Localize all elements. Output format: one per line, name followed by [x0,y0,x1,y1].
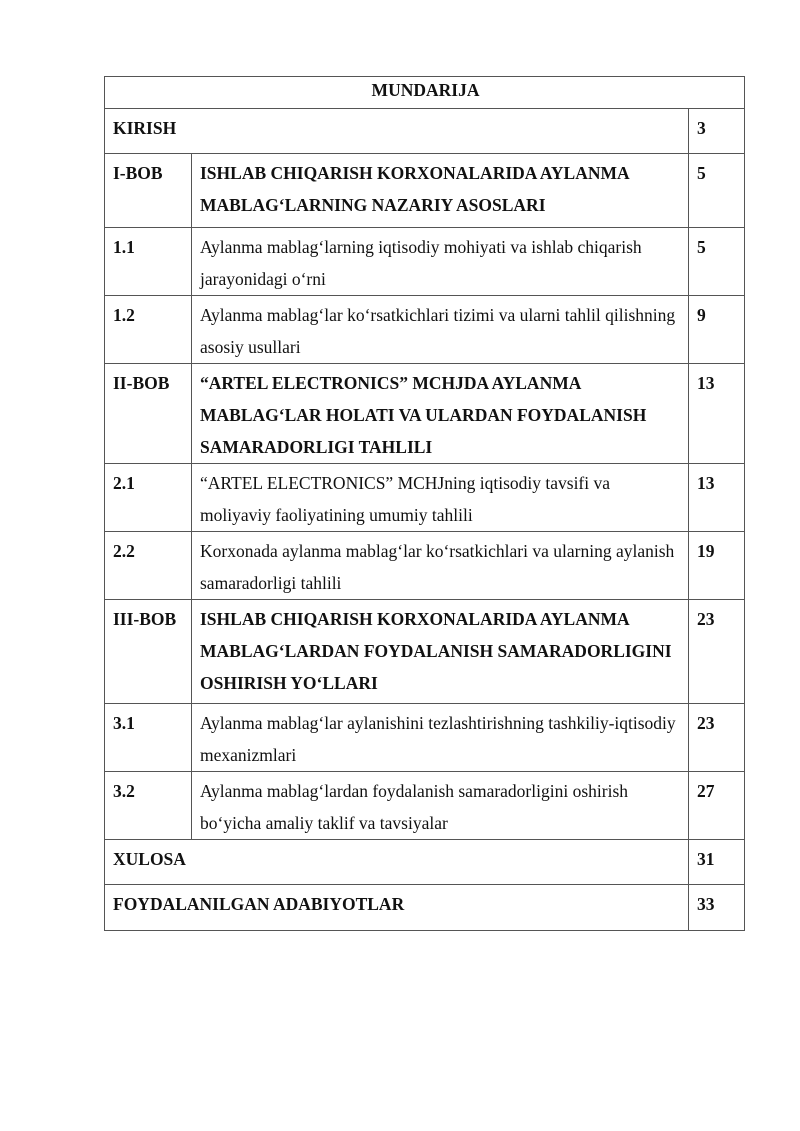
toc-row-chapter-1 [105,154,745,228]
toc-references-page: 33 [689,885,745,931]
toc-row-references [105,885,745,931]
toc-row-section-2-1 [105,464,745,532]
toc-section-title: Korxonada aylanma mablag‘lar ko‘rsatkichlari va ularning aylanish samaradorligi tahlili [192,532,689,600]
toc-section-title: Aylanma mablag‘lar ko‘rsatkichlari tizimi va ularni tahlil qilishning asosiy usullari [192,296,689,364]
toc-row-section-3-2 [105,772,745,840]
toc-conclusion-label: XULOSA [105,840,689,885]
toc-row-conclusion [105,840,745,885]
toc-section-page: 9 [689,296,745,364]
toc-section-page: 27 [689,772,745,840]
toc-row-chapter-3 [105,600,745,704]
toc-section-page: 5 [689,228,745,296]
toc-references-label: FOYDALANILGAN ADABIYOTLAR [105,885,689,931]
toc-section-title: Aylanma mablag‘lar aylanishini tezlashtirishning tashkiliy-iqtisodiy mexanizmlari [192,704,689,772]
toc-row-section-3-1 [105,704,745,772]
toc-row-section-2-2 [105,532,745,600]
toc-chapter-1-num: I-BOB [105,154,192,228]
toc-section-num: 2.2 [105,532,192,600]
toc-row-intro [105,109,745,154]
toc-row-chapter-2 [105,364,745,464]
toc-section-page: 19 [689,532,745,600]
toc-section-page: 23 [689,704,745,772]
toc-chapter-3-num: III-BOB [105,600,192,704]
toc-chapter-2-title: “ARTEL ELECTRONICS” MCHJDA AYLANMA MABLAG‘LAR HOLATI VA ULARDAN FOYDALANISH SAMARADORLIGI TAHLILI [192,364,689,464]
toc-section-num: 3.2 [105,772,192,840]
toc-title: MUNDARIJA [105,77,745,109]
toc-section-title: Aylanma mablag‘larning iqtisodiy mohiyati va ishlab chiqarish jarayonidagi o‘rni [192,228,689,296]
toc-chapter-2-num: II-BOB [105,364,192,464]
toc-section-num: 1.2 [105,296,192,364]
toc-title-row [105,77,745,109]
toc-section-page: 13 [689,464,745,532]
toc-conclusion-page: 31 [689,840,745,885]
toc-section-title: Aylanma mablag‘lardan foydalanish samaradorligini oshirish bo‘yicha amaliy taklif va tavsiyalar [192,772,689,840]
toc-row-section-1-1 [105,228,745,296]
toc-chapter-3-page: 23 [689,600,745,704]
toc-chapter-3-title: ISHLAB CHIQARISH KORXONALARIDA AYLANMA MABLAG‘LARDAN FOYDALANISH SAMARADORLIGINI OSHIRISH YO‘LLARI [192,600,689,704]
table-of-contents [104,76,745,931]
toc-intro-page: 3 [689,109,745,154]
toc-section-num: 1.1 [105,228,192,296]
toc-intro-label: KIRISH [105,109,689,154]
toc-section-title: “ARTEL ELECTRONICS” MCHJning iqtisodiy tavsifi va moliyaviy faoliyatining umumiy tahlili [192,464,689,532]
toc-chapter-2-page: 13 [689,364,745,464]
toc-section-num: 2.1 [105,464,192,532]
toc-row-section-1-2 [105,296,745,364]
toc-chapter-1-title: ISHLAB CHIQARISH KORXONALARIDA AYLANMA MABLAG‘LARNING NAZARIY ASOSLARI [192,154,689,228]
toc-chapter-1-page: 5 [689,154,745,228]
toc-section-num: 3.1 [105,704,192,772]
